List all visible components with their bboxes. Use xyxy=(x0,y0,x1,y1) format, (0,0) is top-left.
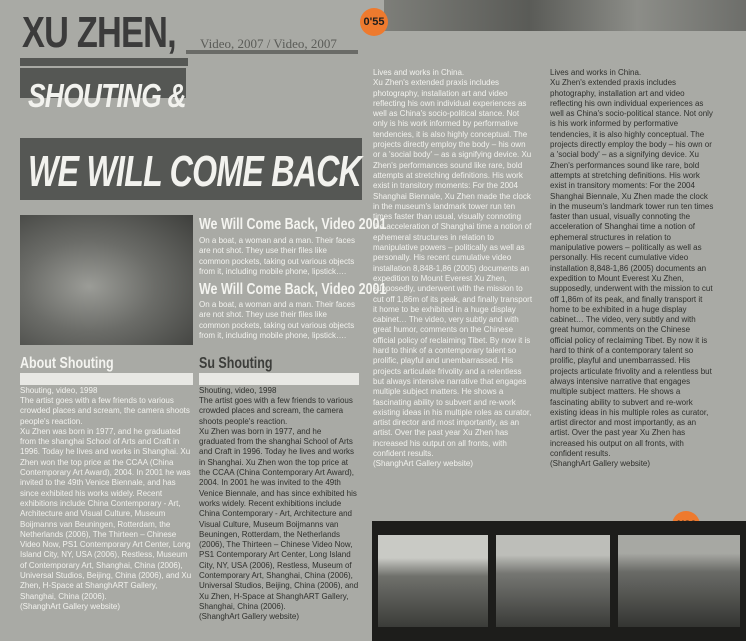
video-credit: Video, 2007 / Video, 2007 xyxy=(200,36,337,51)
bio-column-light: Lives and works in China. Xu Zhen's extended praxis includes photography, installation art and video reflecting his own individual experiences as well as China's socio-political stance. Not only is his work informed by performative tendencies, it is also highly conceptual. The projects directly employ the body – his own or a 'social body' – as a signifying device. Xu Zhen's performances sound like rare, bold attempts at stretching definitions. His work exist in transitory moments: For the 2004 Shanghai Biennale, Xu Zhen made the clock in the museum's landmark tower run ten times faster than usual, visually connoting the acceleration of Shanghai time a notion of ephemeral structures in relation to manipulative powers – politically as well as personally. His recent cumulative video installation 8,848-1,86 (2005) documents an expedition to Mount Everest Xu Zhen, supposedly, underwent with the mission to cut off 1,86m of its peak, and finally transport it home to be exhibited in a huge display cabinet… The video, very subtly and with great humor, comments on the Chinese official policy of reclaiming Tibet. By now it is hard to think of a contemporary talent so prolific, playful and unembarrassed. His projects articulate frivolity and a relentless but always intensive narrative that engages multiple subject matters. He shows a fascinating ability to subvert and re-work existing ideas in his multiple roles as curator, artist director and most importantly, as an artist. Over the past year Xu Zhen has increased his output on all fronts, with confident results. (ShanghArt Gallery website) xyxy=(373,68,533,469)
we-will-heading-2: We Will Come Back, Video 2001 xyxy=(199,281,387,298)
su-shouting-bar xyxy=(199,373,359,385)
boat-video-still xyxy=(20,215,193,345)
we-will-text-1: On a boat, a woman and a man. Their faces are not shot. They use their files like common pockets, taking out various objects from it, including mobile phone, lipstick…. xyxy=(199,236,355,276)
film-frame-3 xyxy=(618,535,740,627)
crowd-film-strip xyxy=(372,521,746,641)
film-frame-1 xyxy=(378,535,488,627)
about-shouting-body: The artist goes with a few friends to various crowded places and scream, the camera shoots people's reaction. Xu Zhen was born in 1977, and he graduated from the shanghai School of Arts and Craft in 1996. Today he lives and works in Shanghai. Xu Zhen won the top price at the CCAA (China Contemporary Art Award), 2004. In 2001 he was invited to the 49th Venice Biennale, and has since exhibited his works widely. Recent exhibitions include China Contemporary - Art, Architecture and Visual Culture, Museum Boijmanns van Beuningen, Rotterdam, the Netherlands (2006), The Thirteen – Chinese Video Now, PS1 Contemporary Art Center, Long Island City, NY, USA (2006), Restless, Museum of Contemporary Art, Shanghai, China (2006), Universal Studios, Beijing, China (2006), and Xu Zhen, H-Space at ShanghART Gallery, Shanghai, China (2006). (ShanghArt Gallery website) xyxy=(20,396,192,611)
we-will-heading-1: We Will Come Back, Video 2001 xyxy=(199,216,387,233)
about-shouting-bar xyxy=(20,373,193,385)
title-line-3: WE WILL COME BACK xyxy=(28,147,362,196)
bio-column-dark: Lives and works in China. Xu Zhen's extended praxis includes photography, installation art and video reflecting his own individual experiences as well as China's socio-political stance. Not only is his work informed by performative tendencies, it is also highly conceptual. The projects directly employ the body – his own or a 'social body' – as a signifying device. Xu Zhen's performances sound like rare, bold attempts at stretching definitions. His work exist in transitory moments: For the 2004 Shanghai Biennale, Xu Zhen made the clock in the museum's landmark tower run ten times faster than usual, visually connoting the acceleration of Shanghai time a notion of ephemeral structures in relation to manipulative powers – politically as well as personally. His recent cumulative video installation 8,848-1,86 (2005) documents an expedition to Mount Everest Xu Zhen, supposedly, underwent with the mission to cut off 1,86m of its peak, and finally transport it home to be exhibited in a huge display cabinet… The video, very subtly and with great humor, comments on the Chinese official policy of reclaiming Tibet. By now it is hard to think of a contemporary talent so prolific, playful and unembarrassed. His projects articulate frivolity and a relentless but always intensive narrative that engages multiple subject matters. He shows a fascinating ability to subvert and re-work existing ideas in his multiple roles as curator, artist director and most importantly, as an artist. Over the past year Xu Zhen has increased his output on all fronts, with confident results. (ShanghArt Gallery website) xyxy=(550,68,714,469)
su-shouting-body: The artist goes with a few friends to various crowded places and scream, the camera shoots people's reaction. Xu Zhen was born in 1977, and he graduated from the shanghai School of Arts and Craft in 1996. Today he lives and works in Shanghai. Xu Zhen won the top price at the CCAA (China Contemporary Art Award), 2004. In 2001 he was invited to the 49th Venice Biennale, and has since exhibited his works widely. Recent exhibitions include China Contemporary - Art, Architecture and Visual Culture, Museum Boijmanns van Beuningen, Rotterdam, the Netherlands (2006), The Thirteen – Chinese Video Now, PS1 Contemporary Art Center, Long Island City, NY, USA (2006), Restless, Museum of Contemporary Art, Shanghai, China (2006), Universal Studios, Beijing, China (2006), and Xu Zhen, H-Space at ShanghART Gallery, Shanghai, China (2006). (ShanghArt Gallery website) xyxy=(199,396,359,622)
top-video-still xyxy=(384,0,746,31)
about-shouting-subtitle: Shouting, video, 1998 xyxy=(20,386,98,395)
about-shouting-heading: About Shouting xyxy=(20,355,114,372)
page-title: XU ZHEN, xyxy=(22,8,176,57)
title-bar-1 xyxy=(20,58,188,66)
duration-badge-top: 0'55 xyxy=(360,8,388,36)
su-shouting-subtitle: Shouting, video, 1998 xyxy=(199,386,277,395)
we-will-text-2: On a boat, a woman and a man. Their faces are not shot. They use their files like common pockets, taking out various objects from it, including mobile phone, lipstick…. xyxy=(199,300,355,340)
su-shouting-heading: Su Shouting xyxy=(199,355,273,372)
film-frame-2 xyxy=(496,535,610,627)
title-line-2: SHOUTING & xyxy=(28,77,186,114)
